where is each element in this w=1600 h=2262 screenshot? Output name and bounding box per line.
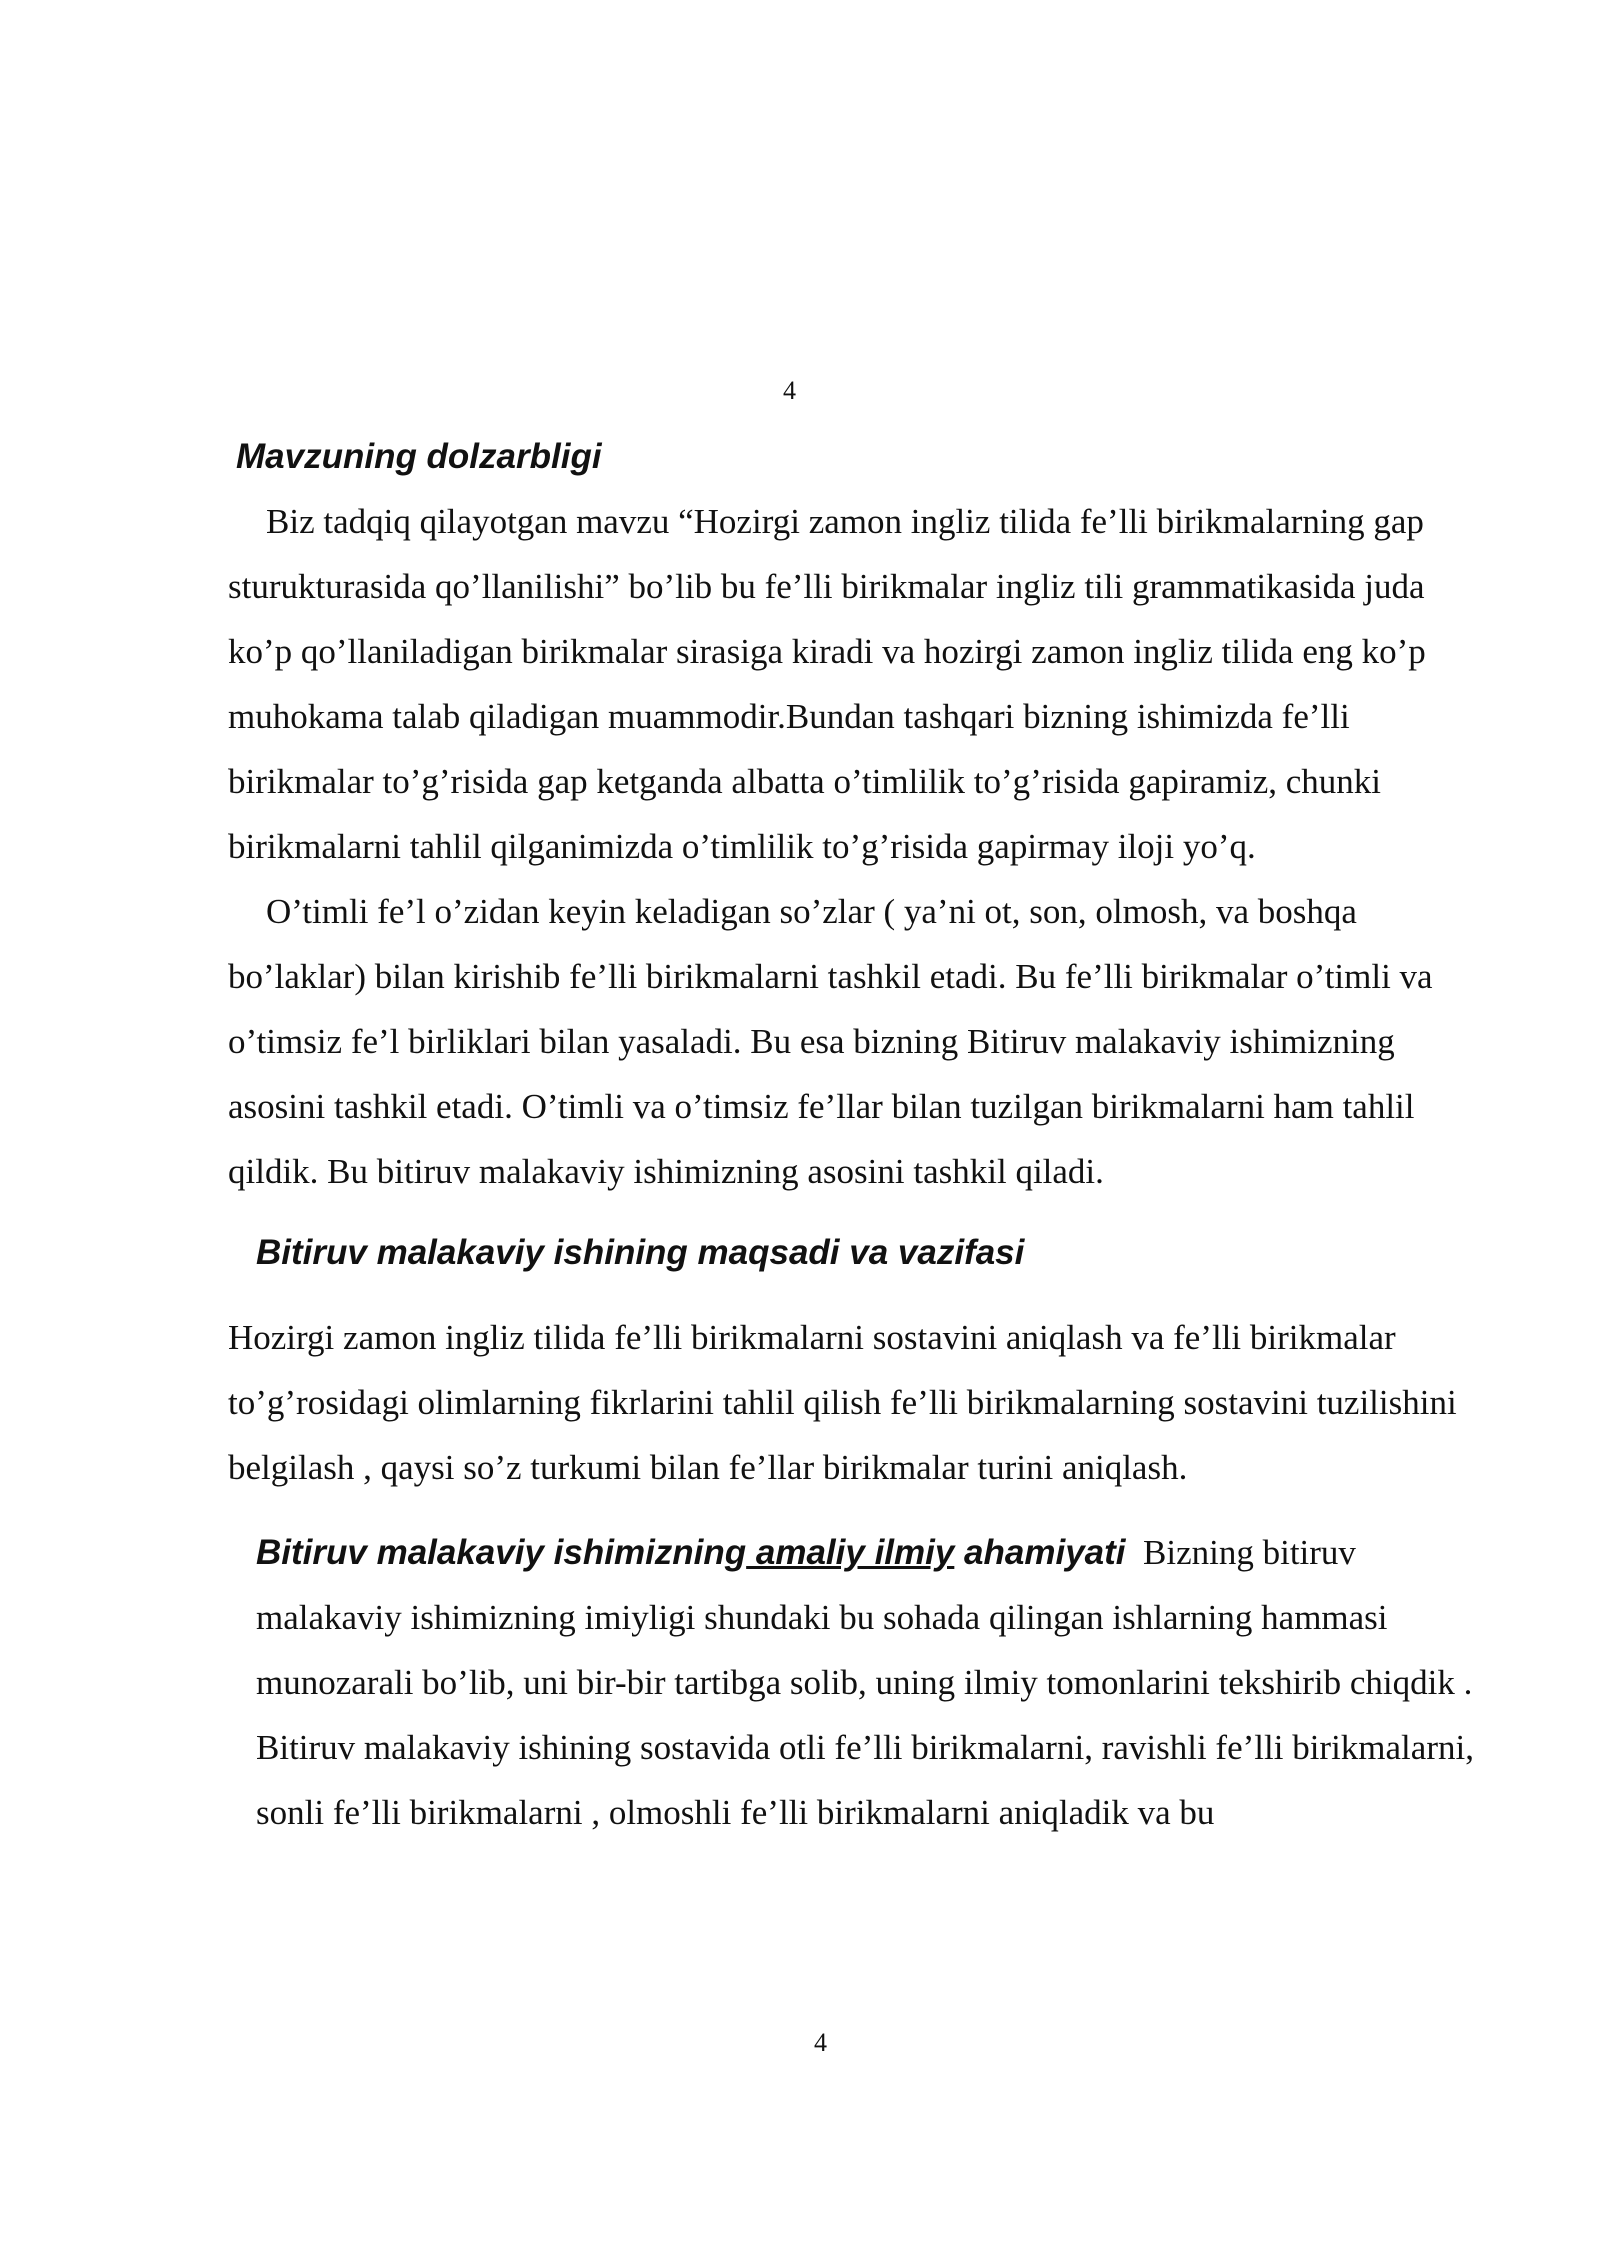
- paragraph-3: Hozirgi zamon ingliz tilida fe’lli birikmalarni sostavini aniqlash va fe’lli birikmalar to’g’rosidagi olimlarning fikrlarini tahlil qilish fe’lli birikmalarning sostavini tuzilishini belgilash , qaysi so’z turkumi bilan fe’llar birikmalar turini aniqlash.: [228, 1318, 1457, 1487]
- section-heading-ahamiyati: [256, 1533, 1126, 1572]
- paragraph-2: O’timli fe’l o’zidan keyin keladigan so’zlar ( ya’ni ot, son, olmosh, va boshqa bo’laklar) bilan kirishib fe’lli birikmalarni tashkil etadi. Bu fe’lli birikmalar o’timli va o’timsiz fe’l birliklari bilan yasaladi. Bu esa bizning Bitiruv malakaviy ishimizning asosini tashkil etadi. O’timli va o’timsiz fe’llar bilan tuzilgan birikmalarni ham tahlil qildik. Bu bitiruv malakaviy ishimizning asosini tashkil qiladi.: [228, 892, 1433, 1191]
- section-heading-maqsadi: Bitiruv malakaviy ishining maqsadi va vazifasi: [256, 1233, 1025, 1272]
- page-number-top: 4: [783, 376, 796, 405]
- paragraph-4-text: Bizning bitiruv malakaviy ishimizning imiyligi shundaki bu sohada qilingan ishlarning hammasi munozarali bo’lib, uni bir-bir tartibga solib, uning ilmiy tomonlarini tekshirib chiqdik . Bitiruv malakaviy ishining sostavida otli fe’lli birikmalarni, ravishli fe’lli birikmalarni, sonli fe’lli birikmalarni , olmoshli fe’lli birikmalarni aniqladik va bu: [256, 1533, 1474, 1832]
- page-number-bottom: 4: [814, 2028, 827, 2057]
- heading-underlined: amaliy ilmiy: [746, 1533, 955, 1572]
- document-body: [228, 424, 1493, 1845]
- section-heading-dolzarbligi: Mavzuning dolzarbligi: [236, 437, 602, 476]
- heading-part-2: ahamiyati: [954, 1533, 1126, 1572]
- heading-part-1: Bitiruv malakaviy ishimizning: [256, 1533, 747, 1572]
- paragraph-1: Biz tadqiq qilayotgan mavzu “Hozirgi zamon ingliz tilida fe’lli birikmalarning gap sturukturasida qo’llanilishi” bo’lib bu fe’lli birikmalar ingliz tili grammatikasida juda ko’p qo’llaniladigan birikmalar sirasiga kiradi va hozirgi zamon ingliz tilida eng ko’p muhokama talab qiladigan muammodir.Bundan tashqari bizning ishimizda fe’lli birikmalar to’g’risida gap ketganda albatta o’timlilik to’g’risida gapiramiz, chunki birikmalarni tahlil qilganimizda o’timlilik to’g’risida gapirmay iloji yo’q.: [228, 502, 1426, 866]
- paragraph-4: [228, 1520, 1493, 1845]
